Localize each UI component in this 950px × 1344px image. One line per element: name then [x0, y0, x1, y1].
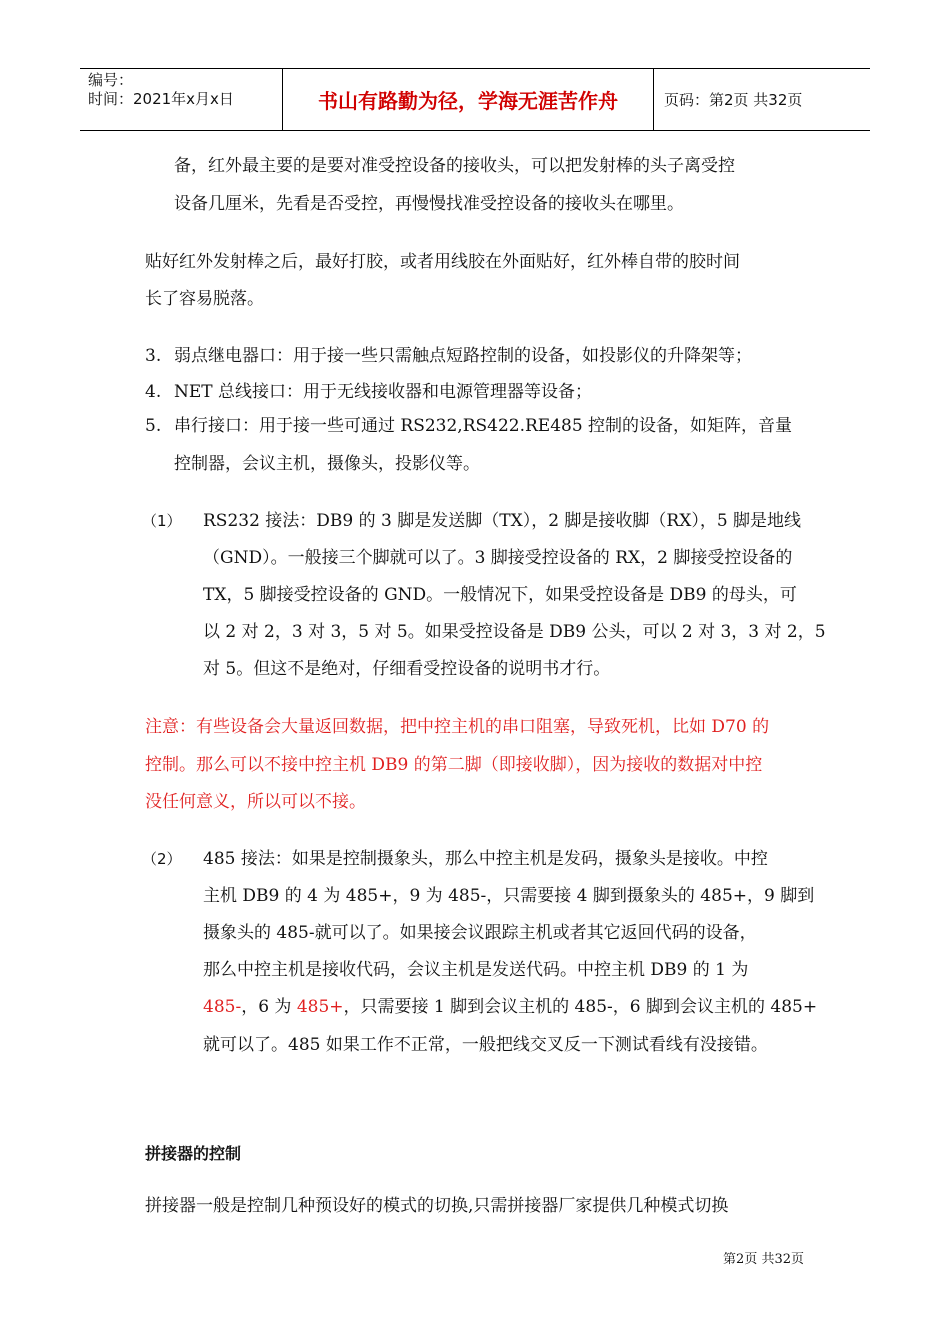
rs485-plus-red: 485+ — [296, 997, 344, 1017]
rs232-line1: RS232 接法：DB9 的 3 脚是发送脚（TX），2 脚是接收脚（RX），5 脚是地线 — [203, 511, 802, 531]
rs485-minus-red: 485- — [203, 997, 242, 1017]
page-footer: 第2页 共32页 — [723, 1252, 804, 1267]
header-motto: 书山有路勤为径，学海无涯苦作舟 — [282, 69, 654, 130]
header-page-label: 页码：第2页 共32页 — [664, 91, 803, 109]
list-number-4: 4. — [145, 382, 162, 402]
list-number-3: 3. — [145, 346, 162, 366]
page-header — [80, 68, 870, 131]
rs485-line2: 主机 DB9 的 4 为 485+，9 为 485-，只需要接 4 脚到摄象头的 485+，9 脚到 — [203, 886, 815, 906]
list-number-5: 5. — [145, 416, 162, 436]
rs232-line2: （GND）。一般接三个脚就可以了。3 脚接受控设备的 RX，2 脚接受控设备的 — [203, 548, 793, 568]
rs485-number: （2） — [142, 850, 182, 868]
para1-line1: 备，红外最主要的是要对准受控设备的接收头，可以把发射棒的头子离受控 — [174, 156, 735, 176]
rs485-line1: 485 接法：如果是控制摄象头，那么中控主机是发码，摄象头是接收。中控 — [203, 849, 768, 869]
rs232-number: （1） — [142, 512, 182, 530]
para2-line1: 贴好红外发射棒之后，最好打胶，或者用线胶在外面贴好，红外棒自带的胶时间 — [145, 252, 740, 272]
note-line2: 控制。那么可以不接中控主机 DB9 的第二脚（即接收脚），因为接收的数据对中控 — [145, 755, 763, 775]
header-meta — [80, 69, 282, 130]
code-label: 编号： — [88, 71, 134, 89]
list-item-3: 弱点继电器口：用于接一些只需触点短路控制的设备，如投影仪的升降架等； — [174, 346, 752, 366]
rs485-line6: 就可以了。485 如果工作不正常，一般把线交叉反一下测试看线有没接错。 — [203, 1035, 768, 1055]
rs232-line4: 以 2 对 2，3 对 3，5 对 5。如果受控设备是 DB9 公头，可以 2 对 3，3 对 2，5 — [203, 622, 826, 642]
rs485-line3: 摄象头的 485-就可以了。如果接会议跟踪主机或者其它返回代码的设备， — [203, 923, 757, 943]
list-item-4: NET 总线接口：用于无线接收器和电源管理器等设备； — [174, 382, 593, 402]
rs485-line5 — [203, 989, 817, 1026]
section-heading: 拼接器的控制 — [145, 1144, 242, 1163]
last-para-line1: 拼接器一般是控制几种预设好的模式的切换,只需拼接器厂家提供几种模式切换 — [145, 1196, 729, 1216]
rs485-line5-end: ，只需要接 1 脚到会议主机的 485-，6 脚到会议主机的 485+ — [343, 997, 818, 1017]
note-line1: 注意：有些设备会大量返回数据，把中控主机的串口阻塞，导致死机，比如 D70 的 — [145, 717, 770, 737]
para1-line2: 设备几厘米，先看是否受控，再慢慢找准受控设备的接收头在哪里。 — [174, 194, 684, 214]
rs485-line5-mid: ，6 为 — [241, 997, 297, 1017]
list-item-5-line1: 串行接口：用于接一些可通过 RS232,RS422.RE485 控制的设备，如矩阵，音量 — [174, 416, 793, 436]
para2-line2: 长了容易脱落。 — [145, 289, 264, 309]
rs232-line5: 对 5。但这不是绝对，仔细看受控设备的说明书才行。 — [203, 659, 611, 679]
note-line3: 没任何意义，所以可以不接。 — [145, 792, 366, 812]
list-item-5-line2: 控制器，会议主机，摄像头，投影仪等。 — [174, 454, 480, 474]
rs485-line4: 那么中控主机是接收代码，会议主机是发送代码。中控主机 DB9 的 1 为 — [203, 960, 749, 980]
rs232-line3: TX，5 脚接受控设备的 GND。一般情况下，如果受控设备是 DB9 的母头，可 — [203, 585, 797, 605]
date-label: 时间：2021年x月x日 — [88, 90, 234, 108]
